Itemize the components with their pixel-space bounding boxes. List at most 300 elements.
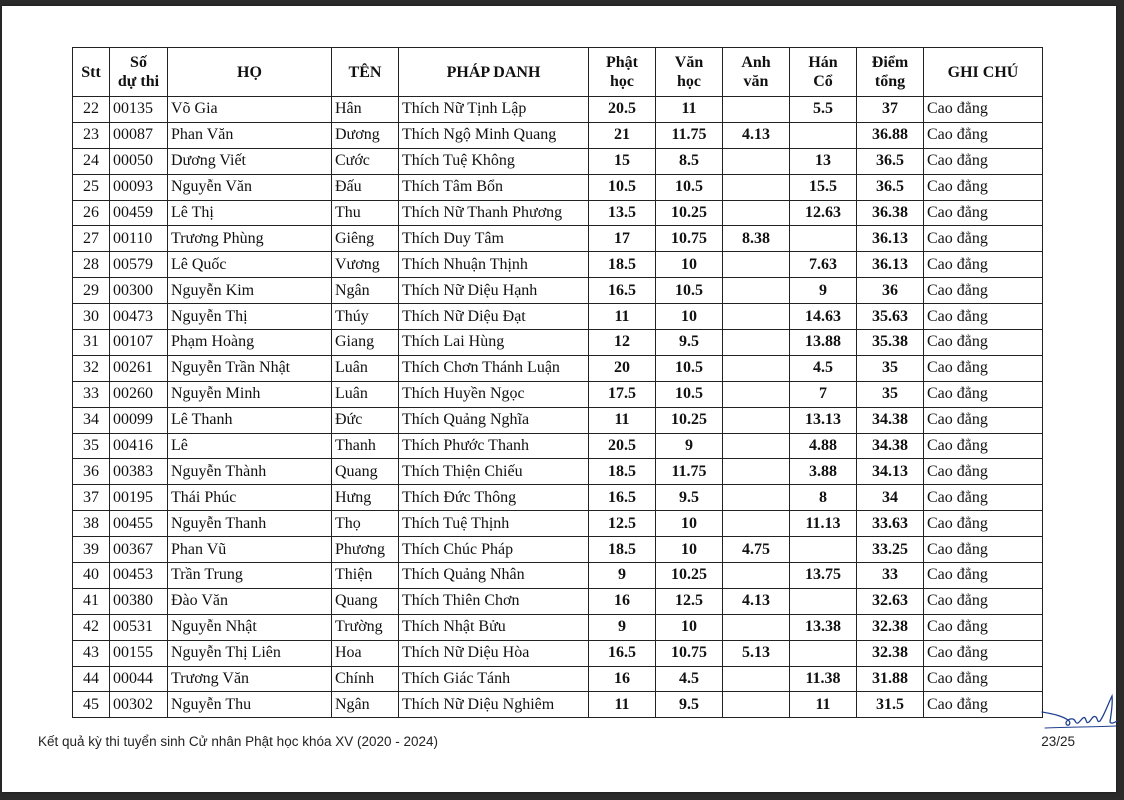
diem-tong-cell: 36.5 <box>857 174 924 200</box>
phap-danh-cell: Thích Giác Tánh <box>399 666 589 692</box>
van-hoc-cell: 10.5 <box>656 381 723 407</box>
anh-van-cell <box>723 433 790 459</box>
ghi-chu-cell: Cao đẳng <box>924 148 1043 174</box>
anh-van-cell <box>723 200 790 226</box>
ten-cell: Giêng <box>332 226 399 252</box>
table-row <box>73 563 1043 589</box>
van-hoc-cell: 11.75 <box>656 122 723 148</box>
phat-hoc-cell: 16.5 <box>589 485 656 511</box>
diem-tong-cell: 31.88 <box>857 666 924 692</box>
phap-danh-cell: Thích Nữ Diệu Đạt <box>399 304 589 330</box>
ghi-chu-cell: Cao đẳng <box>924 537 1043 563</box>
anh-van-cell <box>723 511 790 537</box>
header-row <box>73 48 1043 97</box>
diem-tong-cell: 36.38 <box>857 200 924 226</box>
phap-danh-cell: Thích Nữ Diệu Nghiêm <box>399 692 589 718</box>
ho-cell: Nguyễn Thị <box>168 304 332 330</box>
stt-cell: 26 <box>73 200 110 226</box>
anh-van-cell <box>723 355 790 381</box>
phap-danh-cell: Thích Quảng Nghĩa <box>399 407 589 433</box>
ho-cell: Nguyễn Trần Nhật <box>168 355 332 381</box>
ghi-chu-cell: Cao đẳng <box>924 666 1043 692</box>
table-row <box>73 148 1043 174</box>
diem-tong-cell: 35.63 <box>857 304 924 330</box>
table-row <box>73 174 1043 200</box>
stt-cell: 31 <box>73 330 110 356</box>
table-row <box>73 692 1043 718</box>
phat-hoc-cell: 12.5 <box>589 511 656 537</box>
table-row <box>73 330 1043 356</box>
ten-cell: Cước <box>332 148 399 174</box>
van-hoc-cell: 10.25 <box>656 563 723 589</box>
so-du-thi-cell: 00155 <box>110 640 168 666</box>
ten-cell: Đấu <box>332 174 399 200</box>
han-co-cell <box>790 122 857 148</box>
ho-cell: Phan Vũ <box>168 537 332 563</box>
ghi-chu-cell: Cao đẳng <box>924 122 1043 148</box>
stt-cell: 37 <box>73 485 110 511</box>
han-co-cell: 13.88 <box>790 330 857 356</box>
stt-cell: 42 <box>73 614 110 640</box>
ten-cell: Vương <box>332 252 399 278</box>
ten-cell: Luân <box>332 381 399 407</box>
header-ghi-chu: GHI CHÚ <box>924 48 1043 97</box>
table-row <box>73 640 1043 666</box>
so-du-thi-cell: 00261 <box>110 355 168 381</box>
stt-cell: 44 <box>73 666 110 692</box>
phat-hoc-cell: 17 <box>589 226 656 252</box>
phat-hoc-cell: 16 <box>589 666 656 692</box>
han-co-cell: 13.38 <box>790 614 857 640</box>
ho-cell: Võ Gia <box>168 97 332 123</box>
stt-cell: 43 <box>73 640 110 666</box>
han-co-cell: 4.5 <box>790 355 857 381</box>
phap-danh-cell: Thích Huyền Ngọc <box>399 381 589 407</box>
phat-hoc-cell: 18.5 <box>589 252 656 278</box>
stt-cell: 32 <box>73 355 110 381</box>
ghi-chu-cell: Cao đẳng <box>924 511 1043 537</box>
so-du-thi-cell: 00087 <box>110 122 168 148</box>
ghi-chu-cell: Cao đẳng <box>924 381 1043 407</box>
han-co-cell: 8 <box>790 485 857 511</box>
anh-van-cell <box>723 252 790 278</box>
anh-van-cell <box>723 174 790 200</box>
ghi-chu-cell: Cao đẳng <box>924 433 1043 459</box>
so-du-thi-cell: 00110 <box>110 226 168 252</box>
table-body <box>73 97 1043 718</box>
so-du-thi-cell: 00093 <box>110 174 168 200</box>
han-co-cell: 14.63 <box>790 304 857 330</box>
ghi-chu-cell: Cao đẳng <box>924 226 1043 252</box>
phat-hoc-cell: 15 <box>589 148 656 174</box>
diem-tong-cell: 32.38 <box>857 614 924 640</box>
van-hoc-cell: 12.5 <box>656 588 723 614</box>
diem-tong-cell: 37 <box>857 97 924 123</box>
so-du-thi-cell: 00455 <box>110 511 168 537</box>
ghi-chu-cell: Cao đẳng <box>924 174 1043 200</box>
ghi-chu-cell: Cao đẳng <box>924 588 1043 614</box>
stt-cell: 45 <box>73 692 110 718</box>
van-hoc-cell: 9.5 <box>656 485 723 511</box>
anh-van-cell <box>723 692 790 718</box>
table-row <box>73 433 1043 459</box>
van-hoc-cell: 10.5 <box>656 355 723 381</box>
table-row <box>73 381 1043 407</box>
ho-cell: Phan Văn <box>168 122 332 148</box>
table-row <box>73 226 1043 252</box>
ten-cell: Giang <box>332 330 399 356</box>
stt-cell: 22 <box>73 97 110 123</box>
van-hoc-cell: 11.75 <box>656 459 723 485</box>
diem-tong-cell: 34.38 <box>857 433 924 459</box>
ho-cell: Lê <box>168 433 332 459</box>
van-hoc-cell: 10.5 <box>656 174 723 200</box>
han-co-cell <box>790 588 857 614</box>
diem-tong-cell: 34.13 <box>857 459 924 485</box>
diem-tong-cell: 36.13 <box>857 252 924 278</box>
so-du-thi-cell: 00302 <box>110 692 168 718</box>
anh-van-cell: 4.13 <box>723 588 790 614</box>
han-co-cell: 4.88 <box>790 433 857 459</box>
table-row <box>73 666 1043 692</box>
ten-cell: Thanh <box>332 433 399 459</box>
phap-danh-cell: Thích Tâm Bổn <box>399 174 589 200</box>
table-row <box>73 97 1043 123</box>
stt-cell: 39 <box>73 537 110 563</box>
ghi-chu-cell: Cao đẳng <box>924 330 1043 356</box>
van-hoc-cell: 9.5 <box>656 692 723 718</box>
footer-caption: Kết quả kỳ thi tuyển sinh Cử nhân Phật học khóa XV (2020 - 2024) <box>38 734 439 749</box>
ten-cell: Trường <box>332 614 399 640</box>
ho-cell: Nguyễn Thu <box>168 692 332 718</box>
phat-hoc-cell: 20.5 <box>589 97 656 123</box>
table-row <box>73 407 1043 433</box>
phat-hoc-cell: 17.5 <box>589 381 656 407</box>
phat-hoc-cell: 9 <box>589 614 656 640</box>
ten-cell: Phương <box>332 537 399 563</box>
stt-cell: 40 <box>73 563 110 589</box>
ghi-chu-cell: Cao đẳng <box>924 252 1043 278</box>
diem-tong-cell: 33 <box>857 563 924 589</box>
ten-cell: Luân <box>332 355 399 381</box>
stt-cell: 30 <box>73 304 110 330</box>
phat-hoc-cell: 20 <box>589 355 656 381</box>
van-hoc-cell: 10 <box>656 511 723 537</box>
phap-danh-cell: Thích Nữ Tịnh Lập <box>399 97 589 123</box>
ten-cell: Ngân <box>332 692 399 718</box>
van-hoc-cell: 10 <box>656 614 723 640</box>
ten-cell: Đức <box>332 407 399 433</box>
phap-danh-cell: Thích Quảng Nhân <box>399 563 589 589</box>
so-du-thi-cell: 00380 <box>110 588 168 614</box>
ghi-chu-cell: Cao đẳng <box>924 304 1043 330</box>
table-row <box>73 459 1043 485</box>
ten-cell: Quang <box>332 588 399 614</box>
diem-tong-cell: 36.88 <box>857 122 924 148</box>
ho-cell: Nguyễn Thanh <box>168 511 332 537</box>
table-row <box>73 614 1043 640</box>
phap-danh-cell: Thích Tuệ Không <box>399 148 589 174</box>
document-page <box>2 6 1116 792</box>
so-du-thi-cell: 00300 <box>110 278 168 304</box>
so-du-thi-cell: 00453 <box>110 563 168 589</box>
phap-danh-cell: Thích Thiện Chiếu <box>399 459 589 485</box>
phap-danh-cell: Thích Nữ Diệu Hạnh <box>399 278 589 304</box>
header-phap-danh: PHÁP DANH <box>399 48 589 97</box>
stt-cell: 34 <box>73 407 110 433</box>
van-hoc-cell: 9.5 <box>656 330 723 356</box>
han-co-cell: 11 <box>790 692 857 718</box>
header-ten: TÊN <box>332 48 399 97</box>
phat-hoc-cell: 16.5 <box>589 640 656 666</box>
van-hoc-cell: 8.5 <box>656 148 723 174</box>
han-co-cell: 11.13 <box>790 511 857 537</box>
anh-van-cell <box>723 485 790 511</box>
han-co-cell: 9 <box>790 278 857 304</box>
phat-hoc-cell: 21 <box>589 122 656 148</box>
han-co-cell: 13.75 <box>790 563 857 589</box>
ho-cell: Nguyễn Kim <box>168 278 332 304</box>
header-so-du-thi: Số dự thi <box>110 48 168 97</box>
stt-cell: 28 <box>73 252 110 278</box>
anh-van-cell <box>723 666 790 692</box>
anh-van-cell: 4.13 <box>723 122 790 148</box>
so-du-thi-cell: 00044 <box>110 666 168 692</box>
table-row <box>73 355 1043 381</box>
phap-danh-cell: Thích Duy Tâm <box>399 226 589 252</box>
so-du-thi-cell: 00050 <box>110 148 168 174</box>
header-stt: Stt <box>73 48 110 97</box>
han-co-cell: 7 <box>790 381 857 407</box>
ghi-chu-cell: Cao đẳng <box>924 278 1043 304</box>
header-han-co: Hán Cổ <box>790 48 857 97</box>
anh-van-cell <box>723 459 790 485</box>
stt-cell: 33 <box>73 381 110 407</box>
stt-cell: 41 <box>73 588 110 614</box>
phap-danh-cell: Thích Đức Thông <box>399 485 589 511</box>
ten-cell: Chính <box>332 666 399 692</box>
table-row <box>73 485 1043 511</box>
ho-cell: Nguyễn Văn <box>168 174 332 200</box>
ho-cell: Lê Quốc <box>168 252 332 278</box>
results-table <box>72 47 1043 718</box>
diem-tong-cell: 34.38 <box>857 407 924 433</box>
han-co-cell <box>790 640 857 666</box>
ghi-chu-cell: Cao đẳng <box>924 355 1043 381</box>
header-van-hoc: Văn học <box>656 48 723 97</box>
phap-danh-cell: Thích Thiên Chơn <box>399 588 589 614</box>
han-co-cell: 15.5 <box>790 174 857 200</box>
han-co-cell <box>790 537 857 563</box>
ho-cell: Lê Thị <box>168 200 332 226</box>
so-du-thi-cell: 00135 <box>110 97 168 123</box>
van-hoc-cell: 10 <box>656 304 723 330</box>
van-hoc-cell: 10 <box>656 537 723 563</box>
so-du-thi-cell: 00195 <box>110 485 168 511</box>
phat-hoc-cell: 20.5 <box>589 433 656 459</box>
van-hoc-cell: 10.75 <box>656 226 723 252</box>
phap-danh-cell: Thích Ngộ Minh Quang <box>399 122 589 148</box>
table-row <box>73 537 1043 563</box>
phap-danh-cell: Thích Chúc Pháp <box>399 537 589 563</box>
anh-van-cell <box>723 278 790 304</box>
so-du-thi-cell: 00473 <box>110 304 168 330</box>
ho-cell: Nguyễn Thành <box>168 459 332 485</box>
phap-danh-cell: Thích Nhuận Thịnh <box>399 252 589 278</box>
so-du-thi-cell: 00107 <box>110 330 168 356</box>
phat-hoc-cell: 16.5 <box>589 278 656 304</box>
page-number: 23/25 <box>1041 734 1075 749</box>
van-hoc-cell: 10.25 <box>656 200 723 226</box>
han-co-cell: 7.63 <box>790 252 857 278</box>
stt-cell: 24 <box>73 148 110 174</box>
ho-cell: Nguyễn Thị Liên <box>168 640 332 666</box>
anh-van-cell <box>723 148 790 174</box>
anh-van-cell: 5.13 <box>723 640 790 666</box>
ghi-chu-cell: Cao đẳng <box>924 563 1043 589</box>
ten-cell: Thu <box>332 200 399 226</box>
ghi-chu-cell: Cao đẳng <box>924 485 1043 511</box>
stt-cell: 36 <box>73 459 110 485</box>
table-row <box>73 588 1043 614</box>
stt-cell: 23 <box>73 122 110 148</box>
van-hoc-cell: 11 <box>656 97 723 123</box>
table-row <box>73 511 1043 537</box>
anh-van-cell: 4.75 <box>723 537 790 563</box>
phat-hoc-cell: 11 <box>589 407 656 433</box>
ghi-chu-cell: Cao đẳng <box>924 97 1043 123</box>
ten-cell: Quang <box>332 459 399 485</box>
han-co-cell: 11.38 <box>790 666 857 692</box>
ho-cell: Trương Phùng <box>168 226 332 252</box>
ho-cell: Dương Viết <box>168 148 332 174</box>
ghi-chu-cell: Cao đẳng <box>924 200 1043 226</box>
stt-cell: 25 <box>73 174 110 200</box>
phap-danh-cell: Thích Nữ Diệu Hòa <box>399 640 589 666</box>
ten-cell: Thiện <box>332 563 399 589</box>
phap-danh-cell: Thích Phước Thanh <box>399 433 589 459</box>
phat-hoc-cell: 9 <box>589 563 656 589</box>
so-du-thi-cell: 00459 <box>110 200 168 226</box>
phat-hoc-cell: 18.5 <box>589 459 656 485</box>
so-du-thi-cell: 00260 <box>110 381 168 407</box>
stt-cell: 38 <box>73 511 110 537</box>
van-hoc-cell: 10.25 <box>656 407 723 433</box>
ten-cell: Hưng <box>332 485 399 511</box>
phat-hoc-cell: 11 <box>589 692 656 718</box>
ho-cell: Nguyễn Nhật <box>168 614 332 640</box>
diem-tong-cell: 35 <box>857 355 924 381</box>
header-phat-hoc: Phật học <box>589 48 656 97</box>
diem-tong-cell: 34 <box>857 485 924 511</box>
han-co-cell: 3.88 <box>790 459 857 485</box>
stt-cell: 35 <box>73 433 110 459</box>
phap-danh-cell: Thích Lai Hùng <box>399 330 589 356</box>
phat-hoc-cell: 16 <box>589 588 656 614</box>
phap-danh-cell: Thích Nhật Bửu <box>399 614 589 640</box>
diem-tong-cell: 35.38 <box>857 330 924 356</box>
diem-tong-cell: 36.5 <box>857 148 924 174</box>
anh-van-cell <box>723 304 790 330</box>
ghi-chu-cell: Cao đẳng <box>924 640 1043 666</box>
ghi-chu-cell: Cao đẳng <box>924 407 1043 433</box>
table-row <box>73 252 1043 278</box>
han-co-cell: 5.5 <box>790 97 857 123</box>
han-co-cell: 13 <box>790 148 857 174</box>
han-co-cell: 13.13 <box>790 407 857 433</box>
han-co-cell <box>790 226 857 252</box>
phap-danh-cell: Thích Nữ Thanh Phương <box>399 200 589 226</box>
ghi-chu-cell: Cao đẳng <box>924 692 1043 718</box>
header-diem-tong: Điểm tổng <box>857 48 924 97</box>
han-co-cell: 12.63 <box>790 200 857 226</box>
signature-image <box>1040 690 1118 734</box>
ten-cell: Thúy <box>332 304 399 330</box>
table-row <box>73 122 1043 148</box>
diem-tong-cell: 36 <box>857 278 924 304</box>
header-anh-van: Anh văn <box>723 48 790 97</box>
table-row <box>73 200 1043 226</box>
so-du-thi-cell: 00531 <box>110 614 168 640</box>
diem-tong-cell: 32.38 <box>857 640 924 666</box>
phap-danh-cell: Thích Chơn Thánh Luận <box>399 355 589 381</box>
anh-van-cell <box>723 614 790 640</box>
van-hoc-cell: 9 <box>656 433 723 459</box>
anh-van-cell: 8.38 <box>723 226 790 252</box>
phat-hoc-cell: 18.5 <box>589 537 656 563</box>
ten-cell: Ngân <box>332 278 399 304</box>
stt-cell: 27 <box>73 226 110 252</box>
anh-van-cell <box>723 330 790 356</box>
so-du-thi-cell: 00416 <box>110 433 168 459</box>
phat-hoc-cell: 11 <box>589 304 656 330</box>
so-du-thi-cell: 00367 <box>110 537 168 563</box>
ho-cell: Phạm Hoàng <box>168 330 332 356</box>
phat-hoc-cell: 10.5 <box>589 174 656 200</box>
table-row <box>73 304 1043 330</box>
van-hoc-cell: 4.5 <box>656 666 723 692</box>
anh-van-cell <box>723 407 790 433</box>
so-du-thi-cell: 00579 <box>110 252 168 278</box>
stt-cell: 29 <box>73 278 110 304</box>
van-hoc-cell: 10.75 <box>656 640 723 666</box>
diem-tong-cell: 32.63 <box>857 588 924 614</box>
phat-hoc-cell: 13.5 <box>589 200 656 226</box>
ho-cell: Thái Phúc <box>168 485 332 511</box>
anh-van-cell <box>723 97 790 123</box>
phat-hoc-cell: 12 <box>589 330 656 356</box>
ho-cell: Nguyễn Minh <box>168 381 332 407</box>
diem-tong-cell: 36.13 <box>857 226 924 252</box>
ten-cell: Dương <box>332 122 399 148</box>
diem-tong-cell: 31.5 <box>857 692 924 718</box>
ho-cell: Lê Thanh <box>168 407 332 433</box>
header-ho: HỌ <box>168 48 332 97</box>
so-du-thi-cell: 00383 <box>110 459 168 485</box>
so-du-thi-cell: 00099 <box>110 407 168 433</box>
anh-van-cell <box>723 563 790 589</box>
ho-cell: Trương Văn <box>168 666 332 692</box>
phap-danh-cell: Thích Tuệ Thịnh <box>399 511 589 537</box>
van-hoc-cell: 10 <box>656 252 723 278</box>
ghi-chu-cell: Cao đẳng <box>924 614 1043 640</box>
diem-tong-cell: 33.63 <box>857 511 924 537</box>
ho-cell: Trần Trung <box>168 563 332 589</box>
ten-cell: Hoa <box>332 640 399 666</box>
diem-tong-cell: 35 <box>857 381 924 407</box>
anh-van-cell <box>723 381 790 407</box>
ho-cell: Đào Văn <box>168 588 332 614</box>
